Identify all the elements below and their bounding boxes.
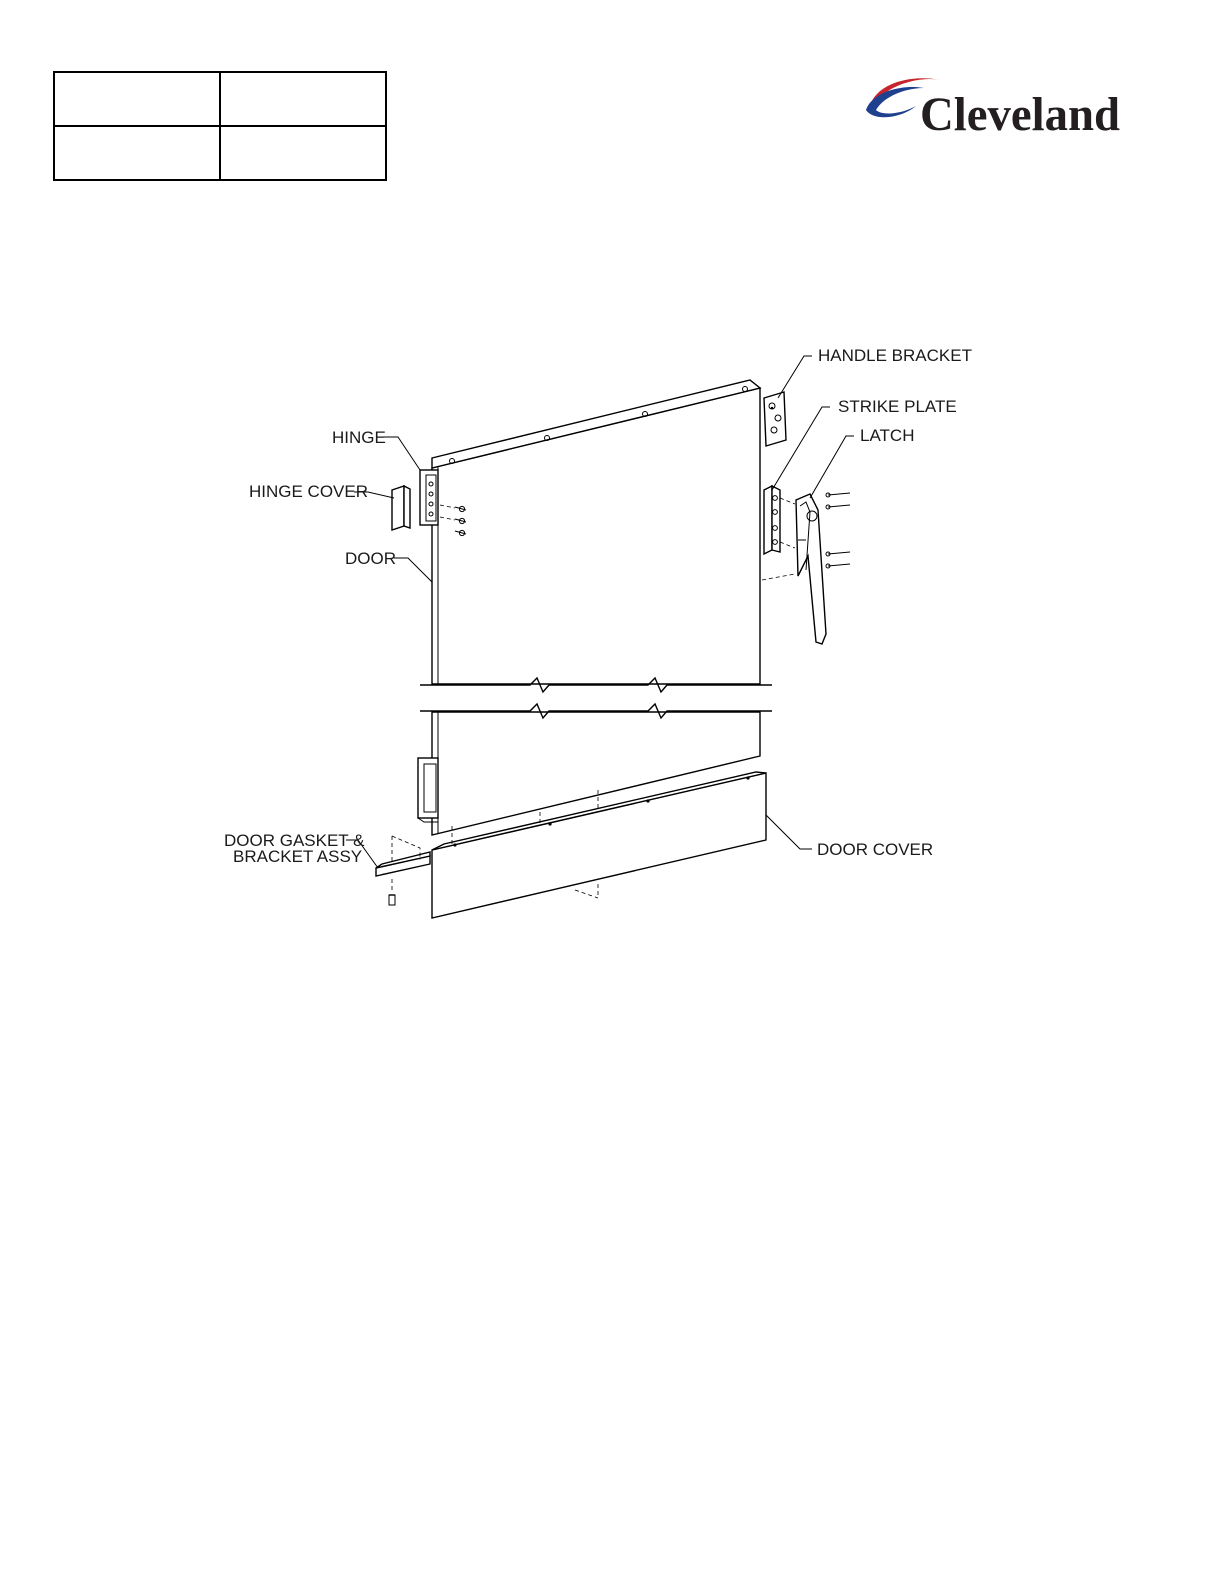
logo-wordmark: Cleveland — [920, 88, 1121, 140]
label-hinge: HINGE — [332, 428, 386, 447]
label-door-cover: DOOR COVER — [817, 840, 934, 859]
label-handle-bracket: HANDLE BRACKET — [818, 346, 972, 365]
label-door-gasket-line2: BRACKET ASSY — [233, 847, 363, 866]
door-gasket-bracket — [376, 836, 430, 905]
door-panel — [432, 380, 760, 835]
latch — [796, 494, 826, 644]
label-hinge-cover: HINGE COVER — [249, 482, 369, 501]
latch-screws — [826, 493, 850, 568]
label-door: DOOR — [345, 549, 396, 568]
hinge — [420, 470, 438, 525]
hinge-cover — [392, 486, 410, 530]
lower-hinge — [418, 758, 438, 822]
label-strike-plate: STRIKE PLATE — [838, 397, 957, 416]
label-latch: LATCH — [860, 426, 915, 445]
label-door-gasket-line1: DOOR GASKET & — [224, 831, 365, 850]
handle-bracket — [764, 392, 786, 446]
strike-plate — [762, 486, 795, 580]
